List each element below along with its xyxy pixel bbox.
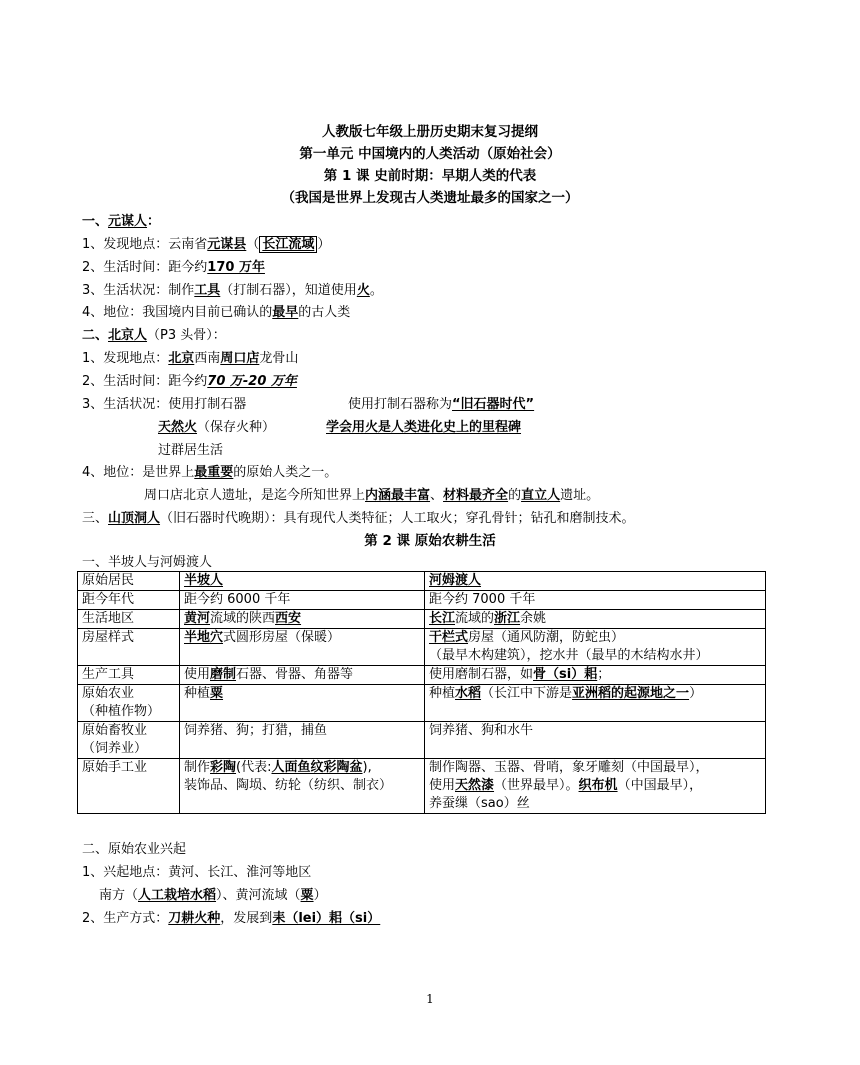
- agriculture-line-2: 2、生产方式：刀耕火种，发展到耒（lei）耜（si）: [82, 911, 381, 926]
- table-row: [78, 759, 766, 814]
- beijing-milestone: 学会用火是人类进化史上的里程碑: [326, 420, 522, 435]
- table-cell: 原始农业 （种植作物）: [78, 685, 180, 722]
- page-number: 1: [426, 992, 434, 1006]
- table-cell: 生产工具: [78, 666, 180, 685]
- lesson1-note: （我国是世界上发现古人类遗址最多的国家之一）: [281, 190, 579, 206]
- table-cell: 原始畜牧业 （饲养业）: [78, 722, 180, 759]
- table-row: [78, 629, 766, 666]
- beijing-line-5: 周口店北京人遗址，是迄今所知世界上内涵最丰富、材料最齐全的直立人遗址。: [144, 488, 600, 503]
- table-cell: 半地穴式圆形房屋（保暖）: [180, 629, 425, 666]
- table-cell: 距今约 7000 千年: [425, 591, 766, 610]
- lesson1-title: 第 1 课 史前时期：早期人类的代表: [323, 168, 537, 184]
- yuanmou-line-2: 2、生活时间：距今约170 万年: [82, 260, 265, 275]
- table-cell: 生活地区: [78, 610, 180, 629]
- table-row: [78, 591, 766, 610]
- document-title: 人教版七年级上册历史期末复习提纲: [322, 124, 538, 140]
- table-cell: 使用磨制石器、骨器、角器等: [180, 666, 425, 685]
- beijing-group-life: 过群居生活: [158, 443, 224, 458]
- table-cell: 饲养猪、狗和水牛: [425, 722, 766, 759]
- unit-title: 第一单元 中国境内的人类活动（原始社会）: [299, 146, 561, 162]
- beijing-line-4: 4、地位：是世界上最重要的原始人类之一。: [82, 465, 338, 480]
- table-cell: 原始手工业: [78, 759, 180, 814]
- agriculture-line-1: 1、兴起地点：黄河、长江、淮河等地区: [82, 865, 312, 880]
- yuanmou-line-4: 4、地位：我国境内目前已确认的最早的古人类: [82, 305, 351, 320]
- table-cell: 长江流域的浙江余姚: [425, 610, 766, 629]
- table-cell: 种植水稻（长江中下游是亚洲稻的起源地之一）: [425, 685, 766, 722]
- table-cell: 房屋样式: [78, 629, 180, 666]
- table-cell: 半坡人: [180, 572, 425, 591]
- shanding-line: 三、山顶洞人（旧石器时代晚期）：具有现代人类特征；人工取火；穿孔骨针；钻孔和磨制技术。: [82, 511, 635, 526]
- lesson2-section2: 二、原始农业兴起: [82, 842, 187, 857]
- table-row: [78, 572, 766, 591]
- beijing-heading: 二、北京人（P3 头骨）：: [82, 328, 226, 343]
- lesson2-title: 第 2 课 原始农耕生活: [364, 533, 496, 549]
- table-cell: 黄河流域的陕西西安: [180, 610, 425, 629]
- table-cell: 距今约 6000 千年: [180, 591, 425, 610]
- yuanmou-line-3: 3、生活状况：制作工具（打制石器），知道使用火。: [82, 283, 383, 298]
- yuanmou-heading: 一、元谋人：: [82, 214, 161, 229]
- table-cell: 饲养猪、狗；打猎，捕鱼: [180, 722, 425, 759]
- yuanmou-line-1: 1、发现地点：云南省元谋县（ 长江流域 ）: [82, 237, 331, 252]
- table-cell: 制作陶器、玉器、骨哨，象牙雕刻（中国最早）， 使用天然漆（世界最早）。织布机（中国最早）， 养蚕缫（sao）丝: [425, 759, 766, 814]
- table-row: [78, 610, 766, 629]
- table-row: [78, 722, 766, 759]
- comparison-table: [77, 571, 766, 814]
- beijing-line-3: 3、生活状况：使用打制石器: [82, 397, 247, 412]
- table-cell: 距今年代: [78, 591, 180, 610]
- table-cell: 种植粟: [180, 685, 425, 722]
- table-cell: 原始居民: [78, 572, 180, 591]
- table-row: [78, 666, 766, 685]
- beijing-line-2: 2、生活时间：距今约70 万-20 万年: [82, 374, 297, 389]
- beijing-fire-line: 天然火（保存火种）: [158, 420, 276, 435]
- table-row: [78, 685, 766, 722]
- beijing-line-3-right: 使用打制石器称为“旧石器时代”: [348, 397, 535, 412]
- table-cell: 制作彩陶(代表:人面鱼纹彩陶盆), 装饰品、陶埙、纺轮（纺织、制衣）: [180, 759, 425, 814]
- lesson2-section1: 一、半坡人与河姆渡人: [82, 555, 213, 570]
- agriculture-line-1b: 南方（人工栽培水稻）、黄河流域（粟）: [99, 888, 327, 903]
- table-cell: 使用磨制石器，如骨（si）耜；: [425, 666, 766, 685]
- beijing-line-1: 1、发现地点：北京西南周口店龙骨山: [82, 351, 299, 366]
- table-cell: 河姆渡人: [425, 572, 766, 591]
- table-cell: 干栏式房屋（通风防潮，防蛇虫） （最早木构建筑），挖水井（最早的木结构水井）: [425, 629, 766, 666]
